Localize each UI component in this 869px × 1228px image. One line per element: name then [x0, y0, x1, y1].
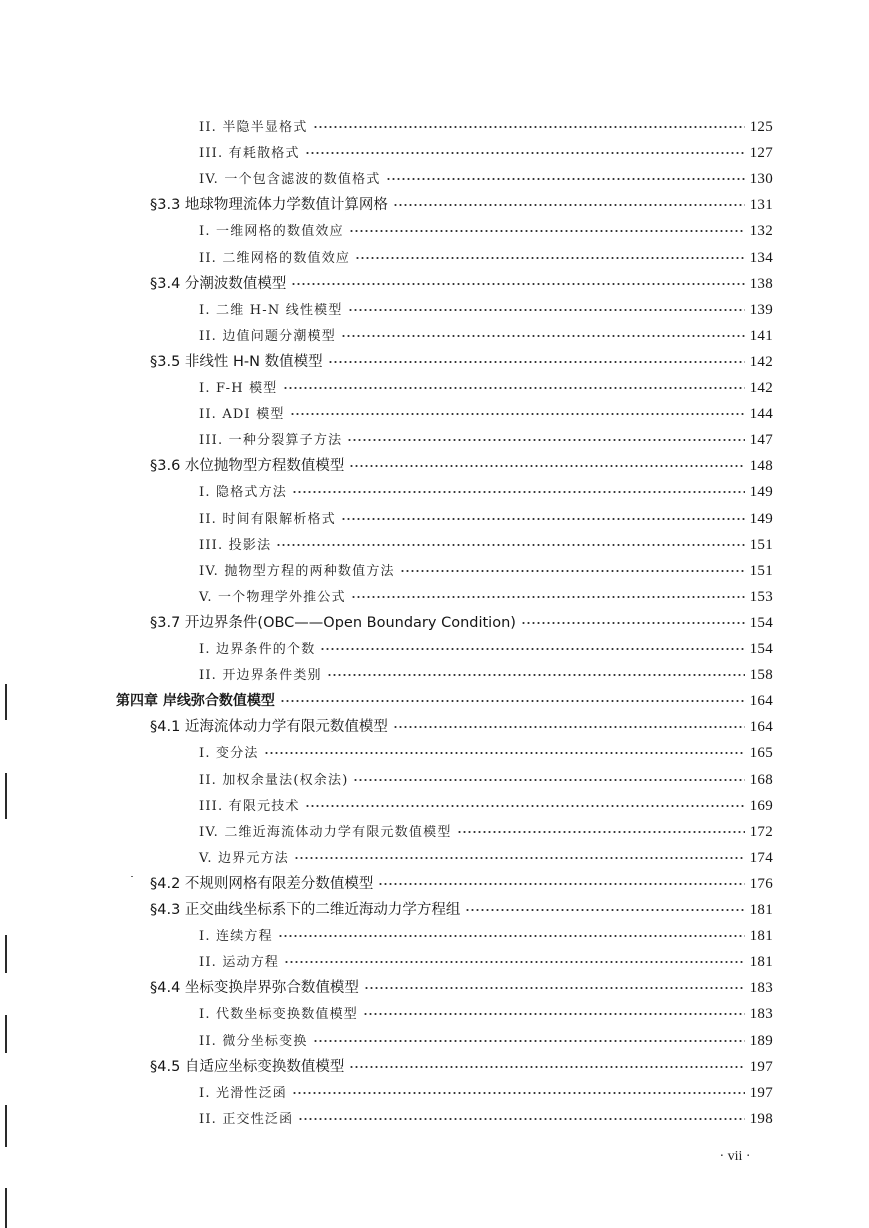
- toc-entry: [199, 821, 773, 843]
- toc-entry-title: II. 正交性泛函: [199, 1111, 294, 1127]
- dot-leader: [292, 1092, 745, 1094]
- toc-entry: [199, 795, 773, 817]
- toc-entry-title: I. 二维 H-N 线性模型: [199, 302, 343, 318]
- toc-entry: [150, 612, 773, 634]
- toc-entry-page: 154: [749, 614, 773, 631]
- scan-edge-mark: [5, 1015, 7, 1053]
- toc-entry-page: 168: [749, 771, 773, 788]
- toc-entry: [150, 455, 773, 477]
- toc-entry-page: 181: [749, 928, 773, 945]
- toc-entry: [150, 1056, 773, 1078]
- dot-leader: [465, 909, 744, 911]
- toc-entry-title: IV. 抛物型方程的两种数值方法: [199, 563, 395, 579]
- toc-entry-title: IV. 一个包含滤波的数值格式: [199, 172, 381, 188]
- toc-entry-page: 151: [749, 536, 773, 553]
- toc-entry-page: 141: [749, 327, 773, 344]
- dot-leader: [328, 361, 745, 363]
- toc-entry: [199, 742, 773, 764]
- dot-leader: [291, 283, 744, 285]
- toc-entry-page: 130: [749, 171, 773, 188]
- toc-entry: [199, 116, 773, 138]
- toc-entry-page: 149: [749, 510, 773, 527]
- toc-entry: [199, 638, 773, 660]
- toc-entry-title: I. 隐格式方法: [199, 485, 287, 501]
- dot-leader: [348, 309, 745, 311]
- toc-entry-page: 147: [749, 432, 773, 449]
- toc-entry-title: III. 有耗散格式: [199, 146, 300, 162]
- toc-entry-page: 174: [749, 849, 773, 866]
- dot-leader: [351, 596, 745, 598]
- toc-entry-page: 169: [749, 797, 773, 814]
- toc-entry-title: I. 光滑性泛函: [199, 1085, 287, 1101]
- toc-entry-page: 125: [749, 119, 773, 135]
- dot-leader: [521, 622, 745, 624]
- toc-entry: [150, 977, 773, 999]
- dot-leader: [393, 204, 745, 206]
- toc-entry-title: §4.5 自适应坐标变换数值模型: [150, 1058, 345, 1075]
- toc-entry: [199, 586, 773, 608]
- toc-entry: [199, 377, 773, 399]
- toc-entry: [199, 508, 773, 530]
- toc-entry-page: 153: [749, 588, 773, 605]
- toc-entry: [199, 1082, 773, 1104]
- toc-entry: [116, 690, 773, 712]
- toc-entry-title: §4.3 正交曲线坐标系下的二维近海动力学方程组: [150, 902, 461, 918]
- toc-entry-page: 149: [749, 484, 773, 501]
- toc-entry: [199, 142, 773, 164]
- toc-entry: [199, 247, 773, 269]
- toc-entry-title: §3.4 分潮波数值模型: [150, 275, 287, 292]
- dot-leader: [320, 648, 744, 650]
- toc-entry: [199, 925, 773, 947]
- scan-edge-mark: [5, 1188, 7, 1228]
- scan-edge-mark: [5, 1105, 7, 1147]
- toc-entry-page: 139: [749, 301, 773, 318]
- toc-entry: [199, 429, 773, 451]
- dot-leader: [386, 178, 745, 180]
- dot-leader: [305, 152, 745, 154]
- dot-leader: [283, 387, 745, 389]
- dot-leader: [305, 805, 745, 807]
- dot-leader: [364, 987, 745, 989]
- toc-entry-page: 189: [749, 1032, 773, 1049]
- toc-entry-page: 142: [749, 380, 773, 396]
- scan-edge-mark: [5, 684, 7, 720]
- toc-entry-page: 198: [749, 1110, 773, 1127]
- dot-leader: [278, 935, 745, 937]
- toc-entry-page: 132: [749, 223, 773, 240]
- toc-entry: [150, 273, 773, 295]
- toc-entry-title: III. 有限元技术: [199, 798, 300, 814]
- toc-entry: [199, 534, 773, 556]
- scan-speck: [131, 876, 133, 877]
- toc-entry-title: II. 时间有限解析格式: [199, 511, 336, 527]
- scan-edge-mark: [5, 935, 7, 973]
- toc-entry: [150, 716, 773, 738]
- dot-leader: [378, 883, 744, 885]
- toc-entry-page: 131: [749, 197, 773, 214]
- dot-leader: [349, 230, 745, 232]
- dot-leader: [457, 831, 745, 833]
- dot-leader: [264, 752, 745, 754]
- toc-entry-title: III. 一种分裂算子方法: [199, 433, 343, 449]
- toc-entry-title: §3.7 开边界条件(OBC——Open Boundary Condition): [150, 614, 516, 631]
- toc-entry-page: 158: [749, 667, 773, 684]
- toc-entry-page: 181: [749, 902, 773, 918]
- toc-entry-title: III. 投影法: [199, 537, 272, 553]
- toc-entry-page: 134: [749, 249, 773, 266]
- toc-entry-title: I. 连续方程: [199, 929, 273, 945]
- toc-entry-title: II. 边值问题分潮模型: [199, 328, 336, 344]
- dot-leader: [313, 126, 745, 128]
- dot-leader: [347, 439, 744, 441]
- toc-entry-title: 第四章 岸线弥合数值模型: [116, 693, 275, 710]
- toc-entry-page: 197: [749, 1084, 773, 1101]
- toc-entry-title: §3.3 地球物理流体力学数值计算网格: [150, 197, 388, 214]
- toc-entry: [199, 951, 773, 973]
- toc-entry-page: 154: [749, 641, 773, 657]
- dot-leader: [363, 1013, 745, 1015]
- dot-leader: [393, 726, 745, 728]
- toc-entry-page: 148: [749, 458, 773, 475]
- toc-entry-title: §4.2 不规则网格有限差分数值模型: [150, 875, 374, 892]
- toc-entry-page: 151: [749, 562, 773, 579]
- dot-leader: [341, 335, 745, 337]
- toc-entry: [199, 299, 773, 321]
- toc-entry: [199, 847, 773, 869]
- toc-entry-title: II. 二维网格的数值效应: [199, 250, 351, 266]
- dot-leader: [327, 674, 745, 676]
- toc-entry-title: §4.1 近海流体动力学有限元数值模型: [150, 719, 388, 736]
- toc-entry-title: §3.5 非线性 H-N 数值模型: [150, 353, 323, 370]
- dot-leader: [298, 1118, 744, 1120]
- toc-entry-page: 183: [749, 980, 773, 997]
- toc-entry-title: I. 变分法: [199, 746, 259, 762]
- toc-entry: [150, 194, 773, 216]
- toc-entry-title: I. 边界条件的个数: [199, 642, 316, 657]
- toc-entry-page: 176: [749, 875, 773, 892]
- toc-entry: [199, 168, 773, 190]
- dot-leader: [284, 961, 744, 963]
- toc-entry: [150, 899, 773, 921]
- toc-entry: [199, 220, 773, 242]
- dot-leader: [280, 700, 745, 702]
- toc-entry-title: §3.6 水位抛物型方程数值模型: [150, 458, 345, 475]
- toc-entry-title: I. 一维网格的数值效应: [199, 224, 344, 240]
- toc-entry-title: I. 代数坐标变换数值模型: [199, 1007, 359, 1023]
- toc-entry: [199, 481, 773, 503]
- dot-leader: [353, 779, 744, 781]
- toc-entry-title: IV. 二维近海流体动力学有限元数值模型: [199, 824, 452, 840]
- toc-entry-page: 183: [749, 1006, 773, 1023]
- toc-entry: [150, 873, 773, 895]
- toc-entry: [199, 1030, 773, 1052]
- toc-entry-title: II. ADI 模型: [199, 407, 285, 423]
- dot-leader: [349, 465, 744, 467]
- toc-entry-page: 165: [749, 745, 773, 762]
- toc-entry-title: II. 加权余量法(权余法): [199, 772, 349, 788]
- dot-leader: [313, 1040, 745, 1042]
- toc-entry-title: §4.4 坐标变换岸界弥合数值模型: [150, 980, 359, 997]
- dot-leader: [400, 570, 745, 572]
- toc-entry-page: 164: [749, 719, 773, 736]
- toc-entry-title: II. 运动方程: [199, 955, 280, 971]
- toc-entry-title: II. 开边界条件类别: [199, 668, 322, 684]
- dot-leader: [290, 413, 745, 415]
- dot-leader: [292, 491, 745, 493]
- toc-entry-page: 164: [749, 693, 773, 710]
- dot-leader: [355, 257, 744, 259]
- toc-entry: [199, 1108, 773, 1130]
- toc-entry: [150, 351, 773, 373]
- dot-leader: [341, 518, 745, 520]
- scan-edge-mark: [5, 773, 7, 819]
- toc-entry-title: II. 微分坐标变换: [199, 1033, 308, 1049]
- toc-entry: [199, 769, 773, 791]
- toc-entry-page: 142: [749, 353, 773, 370]
- toc-entry-page: 197: [749, 1058, 773, 1075]
- toc-entry: [199, 1003, 773, 1025]
- page-number-footer: · vii ·: [719, 1149, 751, 1164]
- dot-leader: [294, 857, 745, 859]
- dot-leader: [276, 544, 744, 546]
- toc-entry-page: 127: [749, 145, 773, 162]
- toc-entry-page: 138: [749, 275, 773, 292]
- toc-entry-page: 181: [749, 954, 773, 971]
- toc-entry-title: I. F-H 模型: [199, 381, 278, 396]
- dot-leader: [349, 1066, 744, 1068]
- toc-entry-page: 172: [749, 823, 773, 840]
- toc-entry: [199, 403, 773, 425]
- toc-entry-title: V. 边界元方法: [199, 850, 289, 866]
- toc-entry: [199, 325, 773, 347]
- toc-entry-title: II. 半隐半显格式: [199, 120, 308, 135]
- toc-entry-page: 144: [749, 406, 773, 423]
- toc-entry: [199, 560, 773, 582]
- toc-entry: [199, 664, 773, 686]
- toc-entry-title: V. 一个物理学外推公式: [199, 589, 346, 605]
